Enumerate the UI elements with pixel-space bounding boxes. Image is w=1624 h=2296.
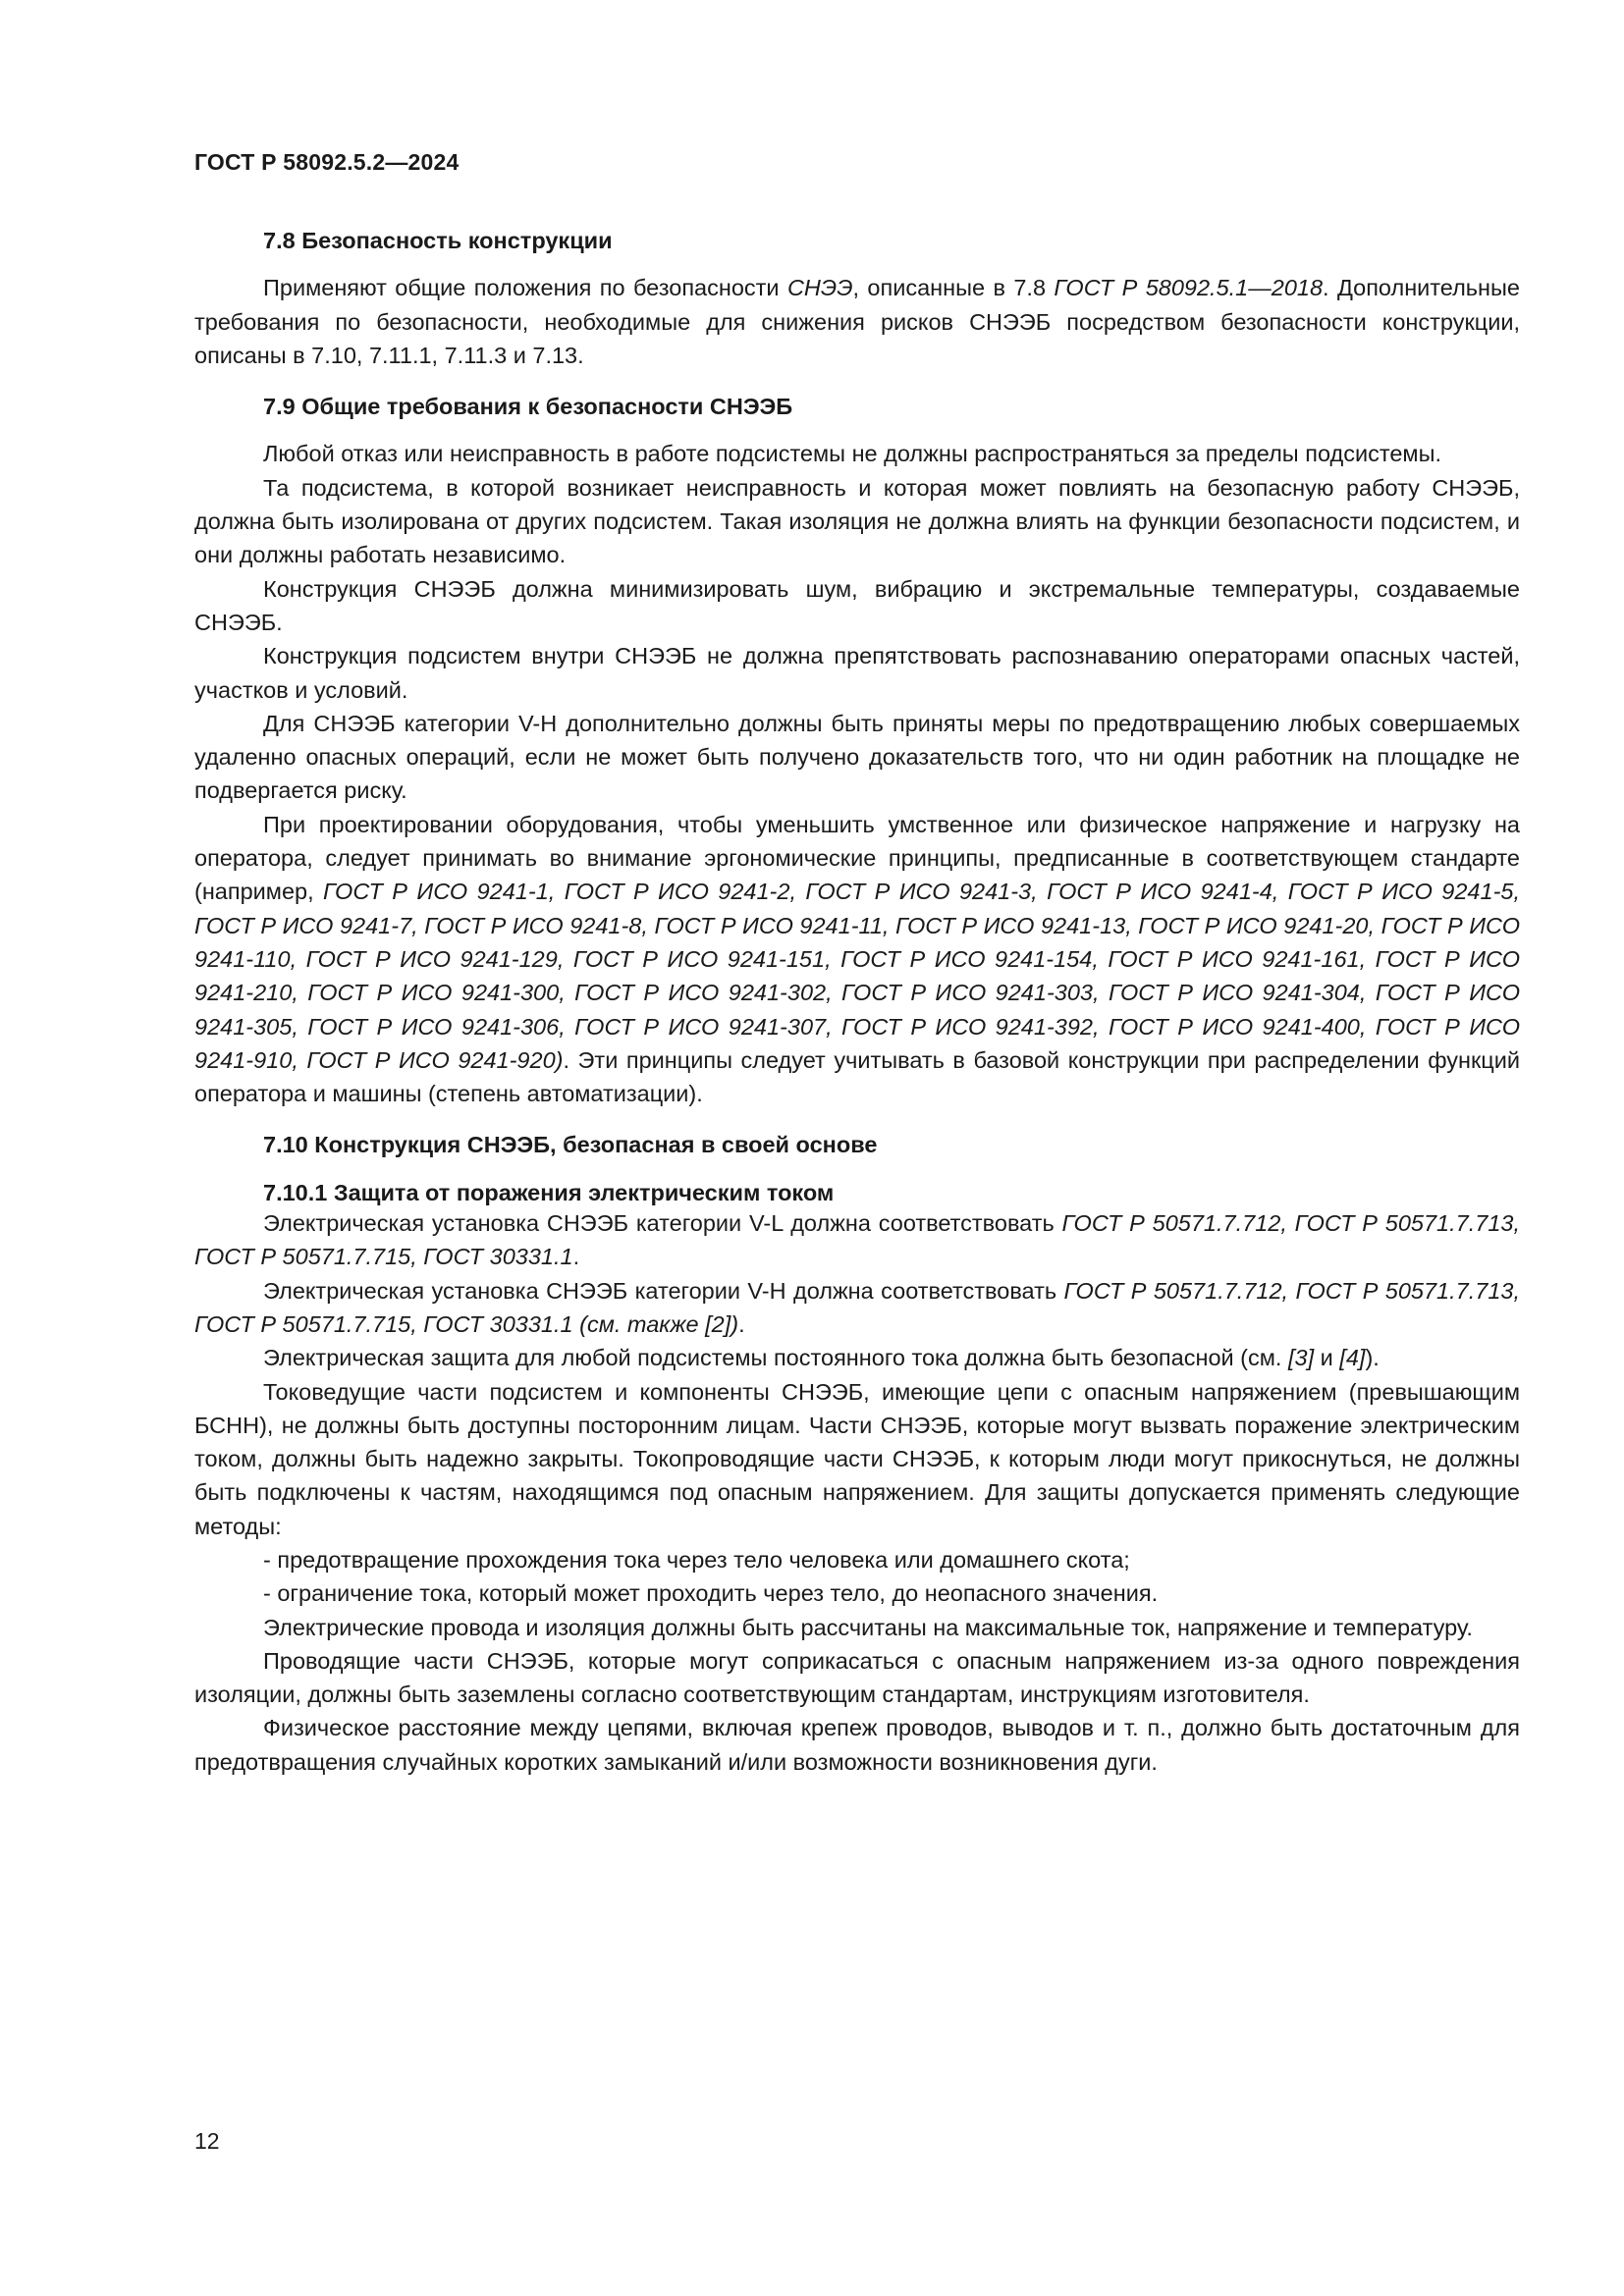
- document-code-header: ГОСТ Р 58092.5.2—2024: [194, 149, 460, 175]
- list-item: - предотвращение прохождения тока через тело человека или домашнего скота;: [263, 1546, 1130, 1573]
- page-number: 12: [194, 2128, 220, 2154]
- paragraph: Для СНЭЭБ категории V-H дополнительно должны быть приняты меры по предотвращению любых совершаемых удаленно опасных операций, если не может быть получено доказательств того, что ни один работник на площадке не подвергается риску.: [194, 710, 1520, 804]
- document-body: [194, 224, 1520, 1779]
- paragraph: Электрическая защита для любой подсистемы постоянного тока должна быть безопасной (см. [3] и [4]).: [263, 1345, 1380, 1371]
- paragraph: Та подсистема, в которой возникает неисправность и которая может повлиять на безопасную работу СНЭЭБ, должна быть изолирована от других подсистем. Такая изоляция не должна влиять на функции безопасности подсистем, и они должны работать независимо.: [194, 474, 1520, 568]
- section-title-7-8: 7.8 Безопасность конструкции: [263, 228, 613, 253]
- paragraph: Электрическая установка СНЭЭБ категории V-L должна соответствовать ГОСТ Р 50571.7.712, ГОСТ Р 50571.7.713, ГОСТ Р 50571.7.715, ГОСТ 30331.1.: [194, 1210, 1520, 1270]
- paragraph: Электрические провода и изоляция должны быть рассчитаны на максимальные ток, напряжение и температуру.: [263, 1614, 1473, 1640]
- list-item: - ограничение тока, который может проходить через тело, до неопасного значения.: [263, 1580, 1159, 1607]
- paragraph: Конструкция СНЭЭБ должна минимизировать шум, вибрацию и экстремальные температуры, создаваемые СНЭЭБ.: [194, 575, 1520, 635]
- paragraph: Физическое расстояние между цепями, включая крепеж проводов, выводов и т. п., должно быть достаточным для предотвращения случайных коротких замыканий и/или возможности возникновения дуги.: [194, 1715, 1520, 1775]
- paragraph: Проводящие части СНЭЭБ, которые могут соприкасаться с опасным напряжением из-за одного повреждения изоляции, должны быть заземлены согласно соответствующим стандартам, инструкциям изготовителя.: [194, 1647, 1520, 1708]
- paragraph: При проектировании оборудования, чтобы уменьшить умственное или физическое напряжение и нагрузку на оператора, следует принимать во внимание эргономические принципы, предписанные в соответствующем стандарте (например, ГОСТ Р ИСО 9241-1, ГОСТ Р ИСО 9241-2, ГОСТ Р ИСО 9241-3, ГОСТ Р ИСО 9241-4, ГОСТ Р ИСО 9241-5, ГОСТ Р ИСО 9241-7, ГОСТ Р ИСО 9241-8, ГОСТ Р ИСО 9241-11, ГОСТ Р ИСО 9241-13, ГОСТ Р ИСО 9241-20, ГОСТ Р ИСО 9241-110, ГОСТ Р ИСО 9241-129, ГОСТ Р ИСО 9241-151, ГОСТ Р ИСО 9241-154, ГОСТ Р ИСО 9241-161, ГОСТ Р ИСО 9241-210, ГОСТ Р ИСО 9241-300, ГОСТ Р ИСО 9241-302, ГОСТ Р ИСО 9241-303, ГОСТ Р ИСО 9241-304, ГОСТ Р ИСО 9241-305, ГОСТ Р ИСО 9241-306, ГОСТ Р ИСО 9241-307, ГОСТ Р ИСО 9241-392, ГОСТ Р ИСО 9241-400, ГОСТ Р ИСО 9241-910, ГОСТ Р ИСО 9241-920). Эти принципы следует учитывать в базовой конструкции при распределении функций оператора и машины (степень автоматизации).: [194, 811, 1520, 1107]
- paragraph: Любой отказ или неисправность в работе подсистемы не должны распространяться за пределы подсистемы.: [263, 441, 1441, 467]
- paragraph: Конструкция подсистем внутри СНЭЭБ не должна препятствовать распознаванию операторами опасных частей, участков и условий.: [194, 643, 1520, 703]
- section-title-7-10-1: 7.10.1 Защита от поражения электрическим током: [263, 1179, 835, 1205]
- section-title-7-10: 7.10 Конструкция СНЭЭБ, безопасная в своей основе: [263, 1132, 878, 1158]
- section-title-7-9: 7.9 Общие требования к безопасности СНЭЭБ: [263, 394, 793, 420]
- paragraph: Электрическая установка СНЭЭБ категории V-H должна соответствовать ГОСТ Р 50571.7.712, ГОСТ Р 50571.7.713, ГОСТ Р 50571.7.715, ГОСТ 30331.1 (см. также [2]).: [194, 1277, 1520, 1337]
- paragraph: Применяют общие положения по безопасности СНЭЭ, описанные в 7.8 ГОСТ Р 58092.5.1—2018. Дополнительные требования по безопасности, необходимые для снижения рисков СНЭЭБ посредством безопасности конструкции, описаны в 7.10, 7.11.1, 7.11.3 и 7.13.: [194, 275, 1520, 368]
- paragraph: Токоведущие части подсистем и компоненты СНЭЭБ, имеющие цепи с опасным напряжением (превышающим БСНН), не должны быть доступны посторонним лицам. Части СНЭЭБ, которые могут вызвать поражение электрическим током, должны быть надежно закрыты. Токопроводящие части СНЭЭБ, к которым люди могут прикоснуться, не должны быть подключены к частям, находящимся под опасным напряжением. Для защиты допускается применять следующие методы:: [194, 1378, 1520, 1539]
